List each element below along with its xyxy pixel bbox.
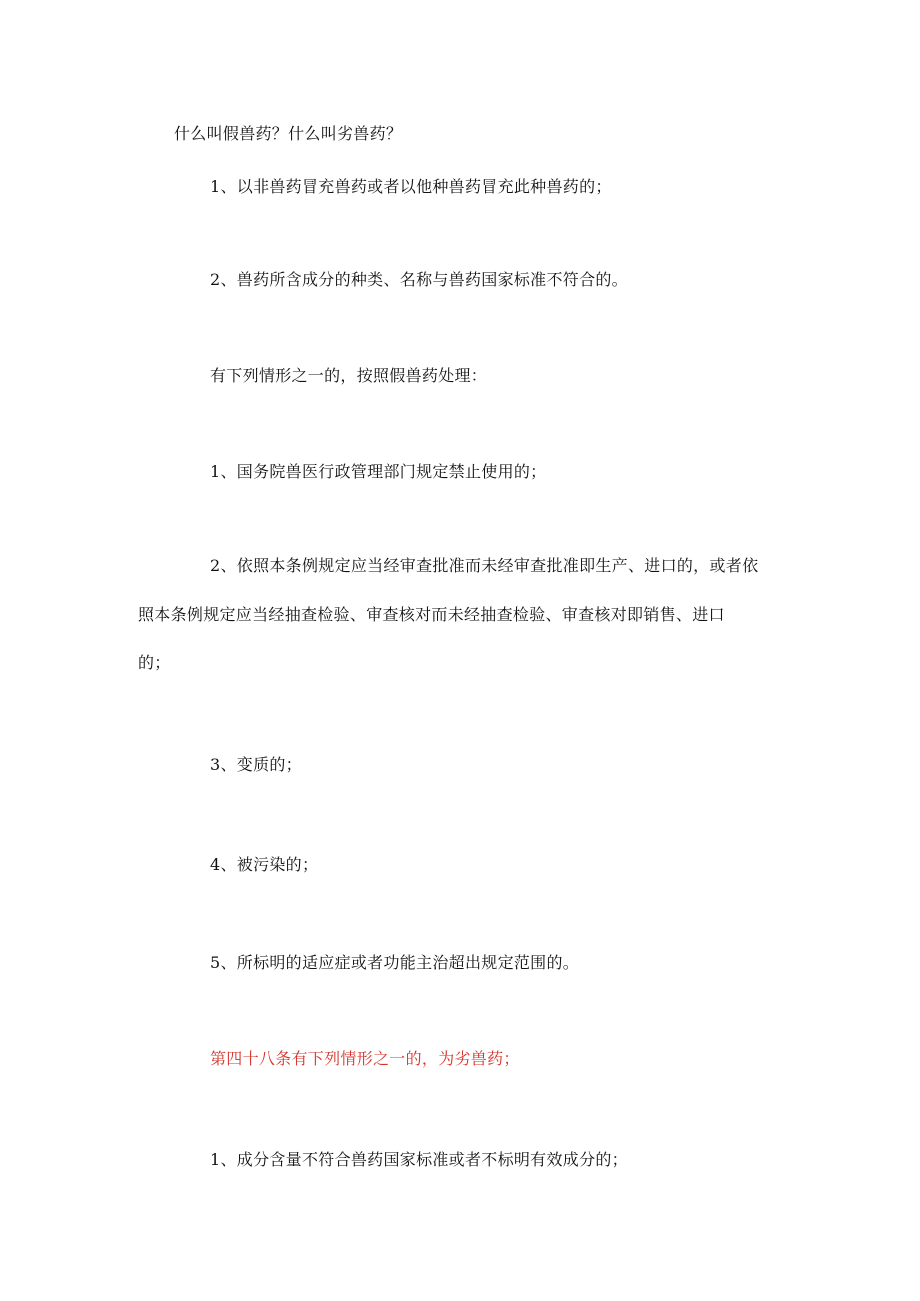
- paragraph-6: 3、变质的；: [210, 755, 302, 774]
- paragraph-7: 4、被污染的；: [210, 855, 319, 874]
- paragraph-2: 2、兽药所含成分的种类、名称与兽药国家标准不符合的。: [210, 270, 628, 289]
- document-title: 什么叫假兽药？什么叫劣兽药？: [174, 124, 403, 143]
- paragraph-5-line-1: 2、依照本条例规定应当经审查批准而未经审查批准即生产、进口的，或者依: [210, 556, 759, 575]
- paragraph-4: 1、国务院兽医行政管理部门规定禁止使用的；: [210, 462, 547, 481]
- paragraph-5-line-2: 照本条例规定应当经抽查检验、审查核对而未经抽查检验、审查核对即销售、进口: [138, 605, 725, 624]
- paragraph-8: 5、所标明的适应症或者功能主治超出规定范围的。: [210, 953, 580, 972]
- paragraph-10: 1、成分含量不符合兽药国家标准或者不标明有效成分的；: [210, 1150, 628, 1169]
- paragraph-1: 1、以非兽药冒充兽药或者以他种兽药冒充此种兽药的；: [210, 177, 612, 196]
- paragraph-3: 有下列情形之一的，按照假兽药处理：: [210, 366, 488, 385]
- article-48-heading: 第四十八条有下列情形之一的，为劣兽药；: [210, 1049, 520, 1068]
- paragraph-5-line-3: 的；: [138, 653, 171, 672]
